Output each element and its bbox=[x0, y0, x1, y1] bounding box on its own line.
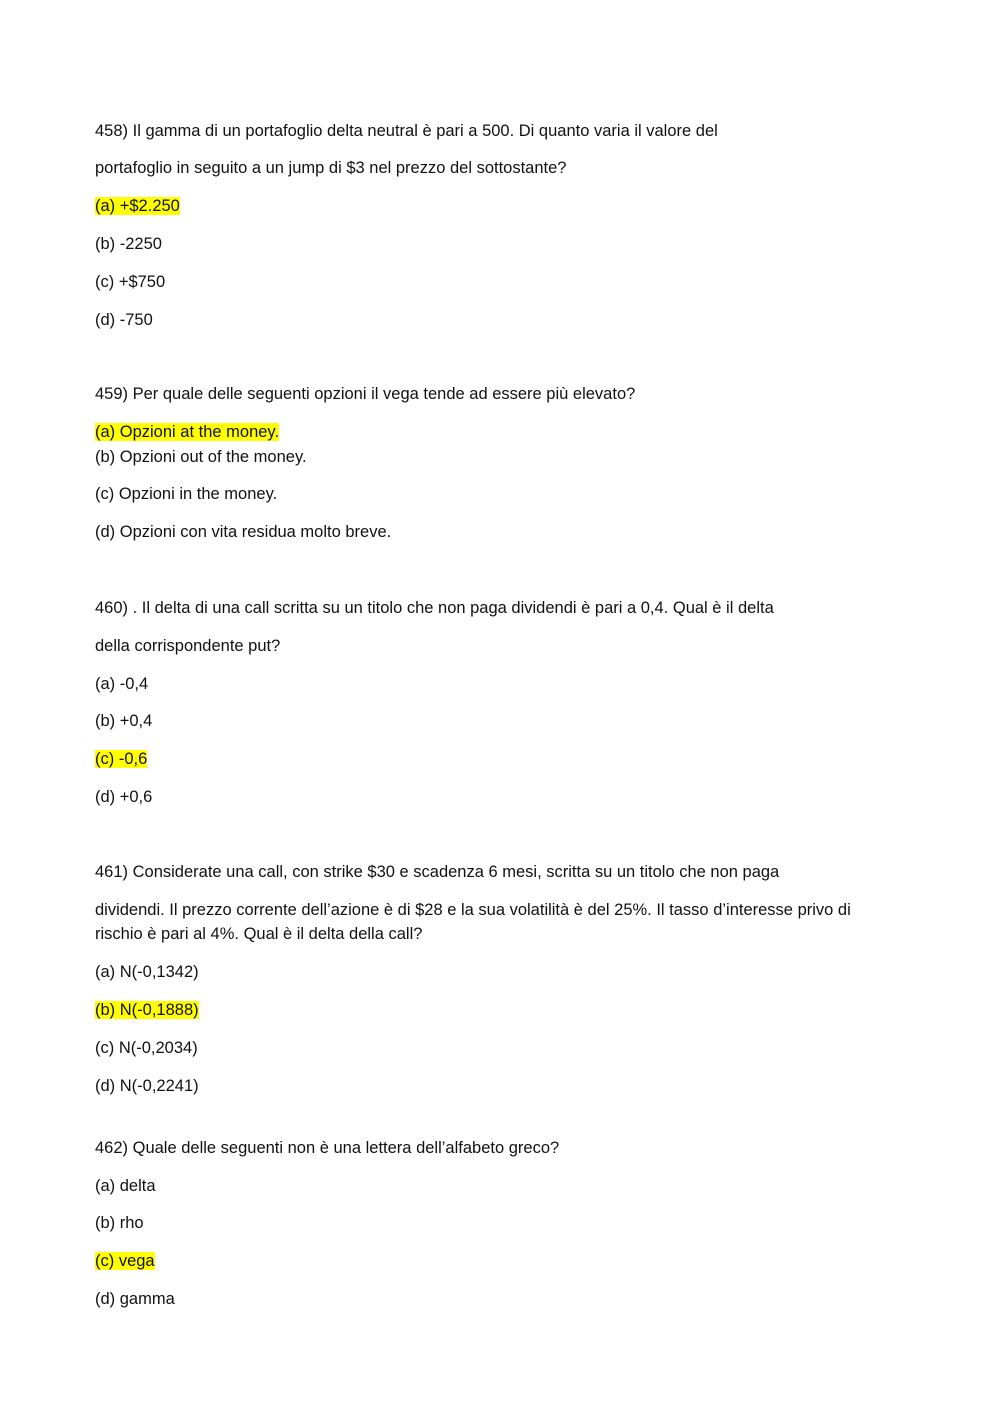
question-458-option-b: (b) -2250 bbox=[95, 235, 162, 253]
question-459-option-a: (a) Opzioni at the money. bbox=[95, 423, 280, 441]
question-461-line-3: rischio è pari al 4%. Qual è il delta della call? bbox=[95, 925, 423, 943]
question-459-line-1: 459) Per quale delle seguenti opzioni il vega tende ad essere più elevato? bbox=[95, 385, 636, 403]
question-458-option-d: (d) -750 bbox=[95, 311, 153, 329]
question-461-option-c: (c) N(-0,2034) bbox=[95, 1039, 198, 1057]
question-461-line-2: dividendi. Il prezzo corrente dell’azione è di $28 e la sua volatilità è del 25%. Il tasso d’interesse privo di bbox=[95, 901, 851, 919]
question-462-option-d: (d) gamma bbox=[95, 1290, 175, 1308]
question-460-option-d: (d) +0,6 bbox=[95, 788, 153, 806]
question-462-option-a: (a) delta bbox=[95, 1177, 156, 1195]
question-459-option-c: (c) Opzioni in the money. bbox=[95, 485, 278, 503]
question-460-option-b: (b) +0,4 bbox=[95, 712, 153, 730]
question-458-option-c: (c) +$750 bbox=[95, 273, 166, 291]
question-458-line-1: 458) Il gamma di un portafoglio delta neutral è pari a 500. Di quanto varia il valore del bbox=[95, 122, 718, 140]
question-462-option-c: (c) vega bbox=[95, 1252, 155, 1270]
question-461-option-d: (d) N(-0,2241) bbox=[95, 1077, 199, 1095]
question-460-option-c: (c) -0,6 bbox=[95, 750, 148, 768]
question-459-option-b: (b) Opzioni out of the money. bbox=[95, 448, 307, 466]
question-460-option-a: (a) -0,4 bbox=[95, 675, 149, 693]
question-461-option-b: (b) N(-0,1888) bbox=[95, 1001, 199, 1019]
question-462-line-1: 462) Quale delle seguenti non è una lettera dell’alfabeto greco? bbox=[95, 1139, 560, 1157]
question-458-option-a: (a) +$2.250 bbox=[95, 197, 180, 215]
question-462-option-b: (b) rho bbox=[95, 1214, 144, 1232]
question-460-line-1: 460) . Il delta di una call scritta su un titolo che non paga dividendi è pari a 0,4. Qual è il delta bbox=[95, 599, 774, 617]
question-460-line-2: della corrispondente put? bbox=[95, 637, 281, 655]
question-461-line-1: 461) Considerate una call, con strike $30 e scadenza 6 mesi, scritta su un titolo che non paga bbox=[95, 863, 780, 881]
question-459-option-d: (d) Opzioni con vita residua molto breve. bbox=[95, 523, 392, 541]
question-461-option-a: (a) N(-0,1342) bbox=[95, 963, 199, 981]
question-458-line-2: portafoglio in seguito a un jump di $3 nel prezzo del sottostante? bbox=[95, 159, 567, 177]
